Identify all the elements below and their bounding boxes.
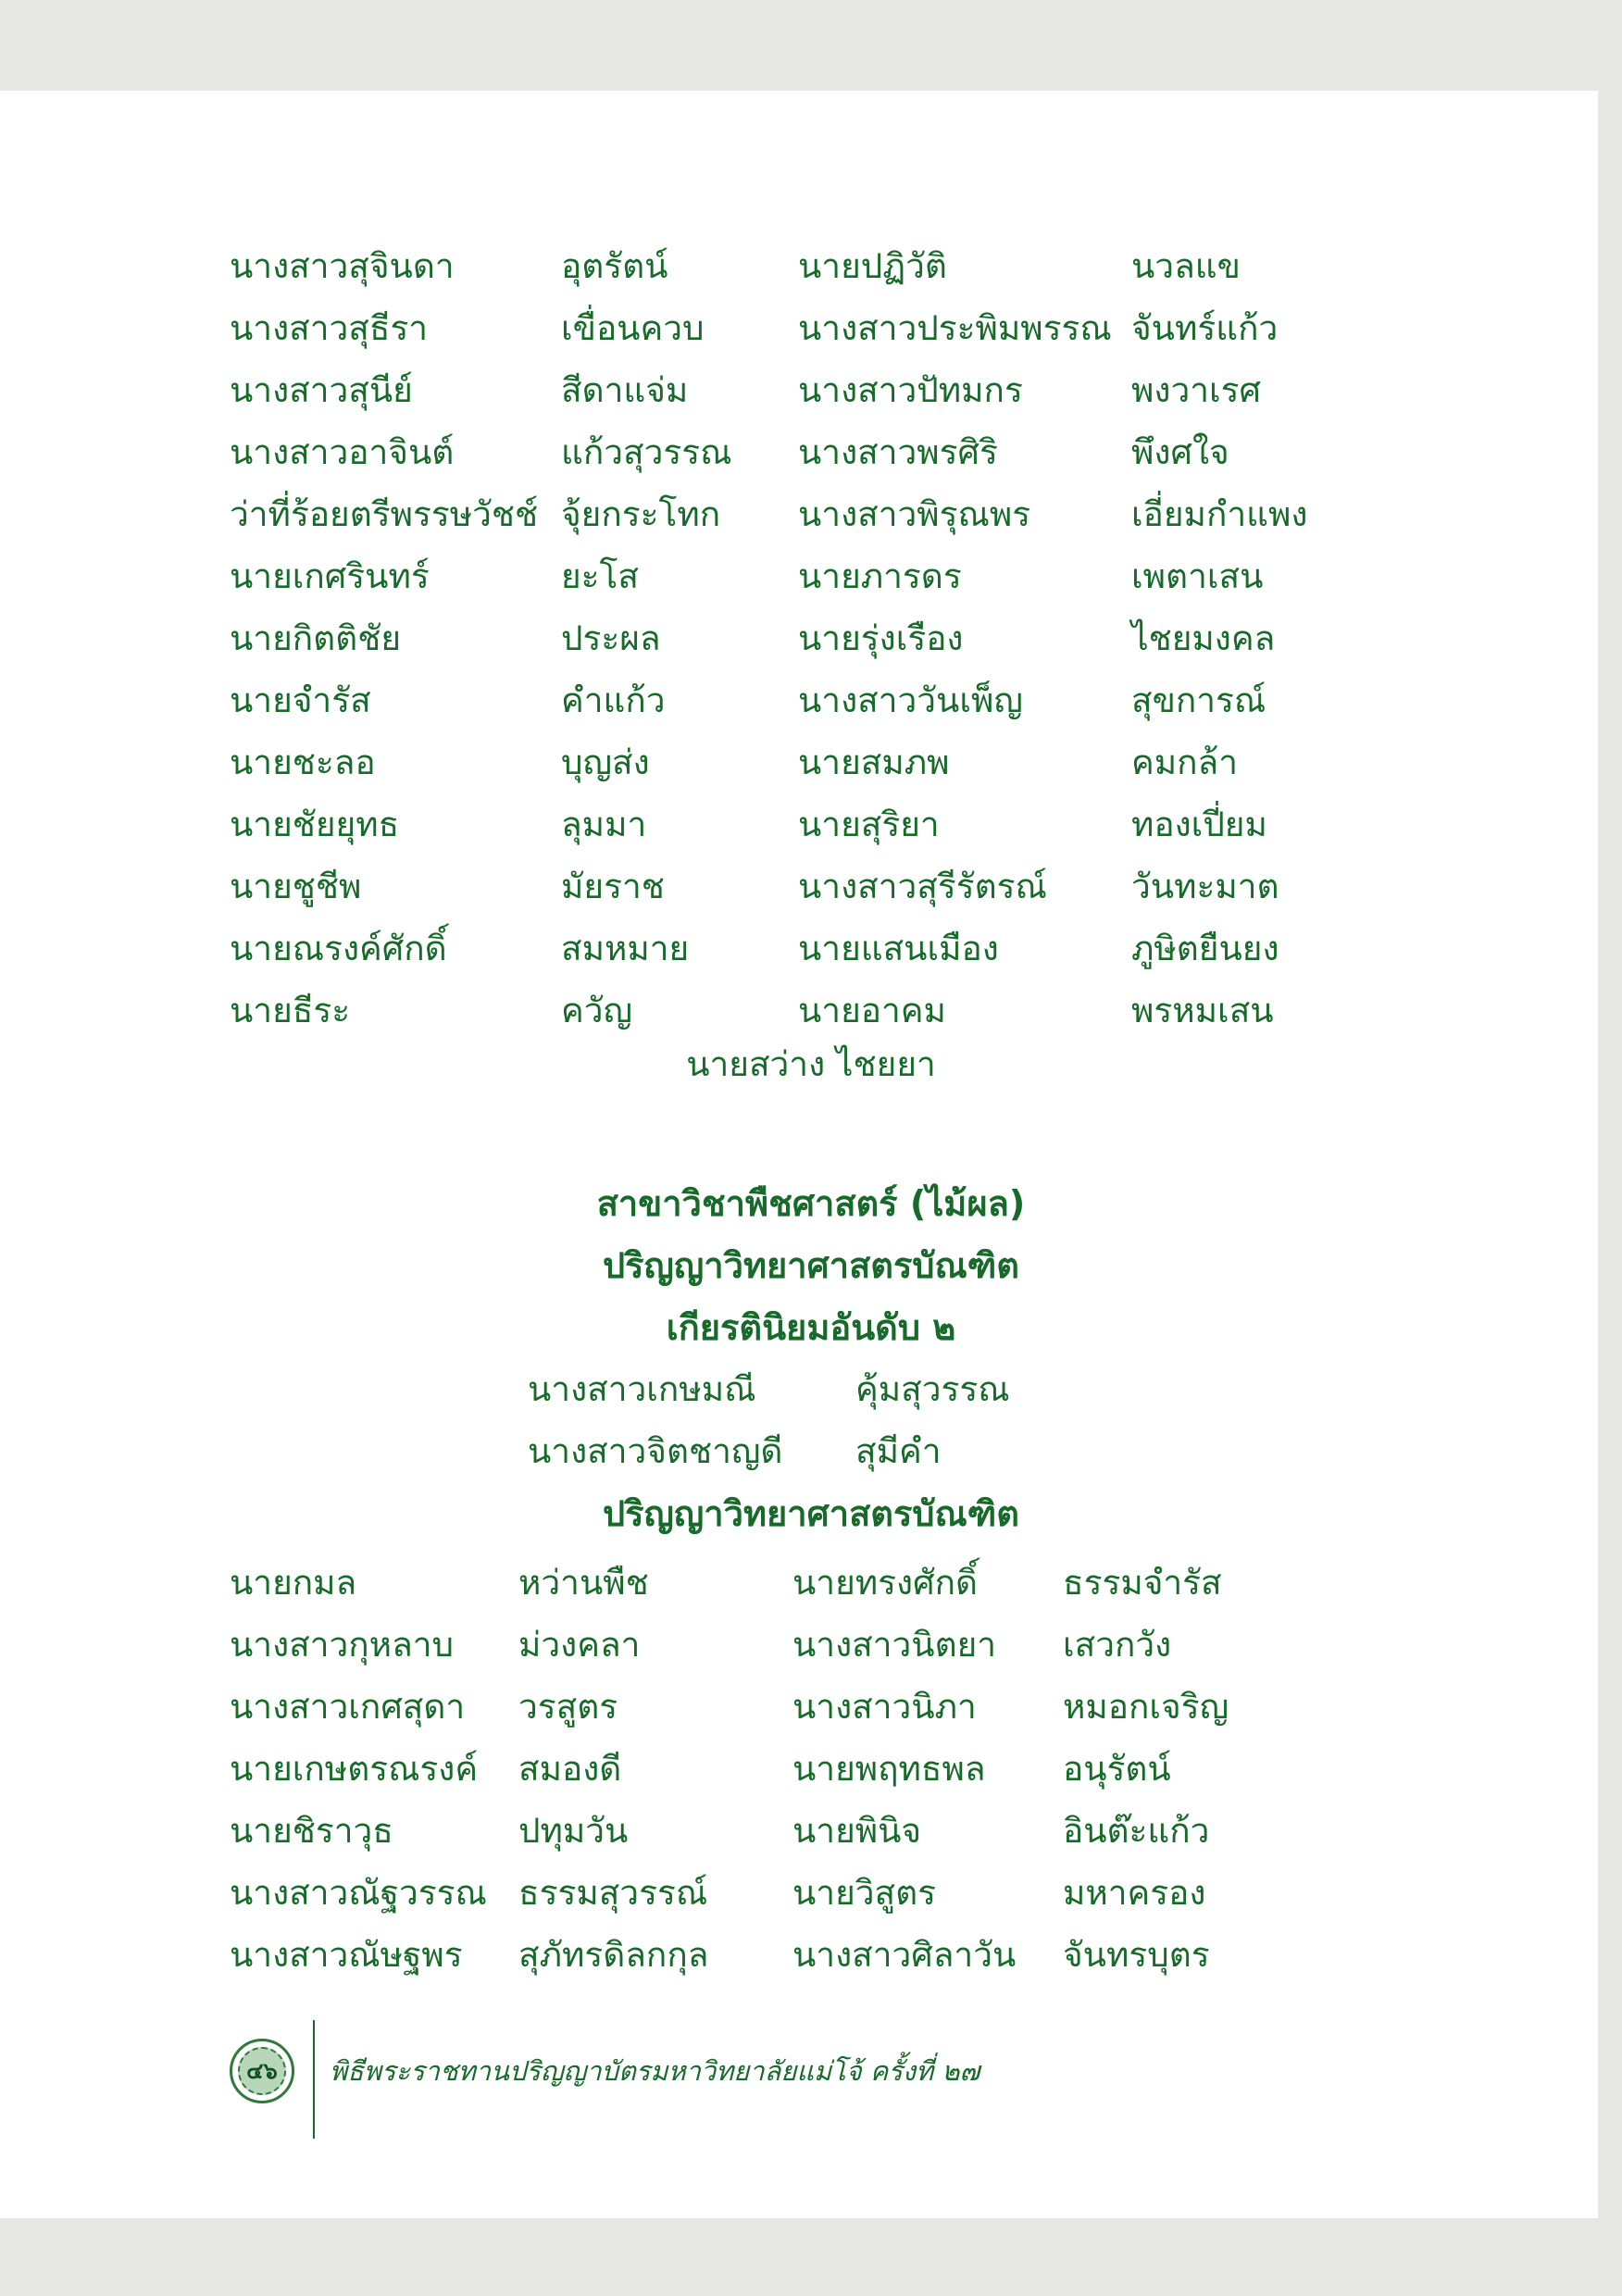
surname: จันทรบุตร <box>1063 1935 1210 1975</box>
name-row <box>0 1555 1622 1611</box>
surname: หว่านพืช <box>518 1563 649 1603</box>
surname: พึงศใจ <box>1131 432 1229 472</box>
surname: เสวกวัง <box>1063 1625 1172 1665</box>
name-row <box>0 1679 1622 1735</box>
major-heading: สาขาวิชาพืชศาสตร์ (ไม้ผล) <box>596 1183 1026 1224</box>
name-row <box>0 859 1622 915</box>
surname: ธรรมจำรัส <box>1063 1563 1222 1603</box>
name-row <box>0 921 1622 977</box>
given-name: นายกิตติชัย <box>230 618 401 658</box>
surname: อุตรัตน์ <box>561 246 668 286</box>
surname: วันทะมาต <box>1131 867 1279 906</box>
name-row <box>0 1617 1622 1673</box>
given-name: นายพฤทธพล <box>792 1749 986 1789</box>
footer-divider <box>313 2020 315 2139</box>
given-name: นายปฏิวัติ <box>798 246 947 286</box>
given-name: นางสาววันเพ็ญ <box>798 680 1023 720</box>
name-row <box>0 983 1622 1039</box>
surname: วรสูตร <box>518 1687 618 1727</box>
given-name: นายเกศรินทร์ <box>230 556 430 596</box>
given-name: นายกมล <box>230 1563 357 1603</box>
name-row <box>0 611 1622 667</box>
given-name: นางสาวอาจินต์ <box>230 432 455 472</box>
page-number-seal <box>230 2039 294 2103</box>
surname: จุ้ยกระโทก <box>561 494 721 534</box>
surname: สมองดี <box>518 1749 622 1789</box>
surname: คำแก้ว <box>561 680 666 720</box>
given-name: นายธีระ <box>230 991 351 1030</box>
surname: ปทุมวัน <box>518 1811 629 1851</box>
surname: ภูษิตยืนยง <box>1131 929 1279 968</box>
surname: นวลแข <box>1131 246 1241 286</box>
surname: สมหมาย <box>561 929 690 968</box>
given-name: นางสาวสุจินดา <box>230 246 455 286</box>
surname: คมกล้า <box>1131 742 1238 782</box>
honor-name-row <box>0 1362 1622 1417</box>
given-name: นางสาวปัทมกร <box>798 370 1023 410</box>
given-name: นางสาวประพิมพรรณ <box>798 308 1112 348</box>
given-name: นายแสนเมือง <box>798 929 999 968</box>
given-name: นายจำรัส <box>230 680 371 720</box>
degree-heading-2: ปริญญาวิทยาศาสตรบัณฑิต <box>603 1493 1019 1534</box>
given-name: นางสาวนิภา <box>792 1687 977 1727</box>
page-number: ๔๖ <box>246 2058 278 2084</box>
surname: ประผล <box>561 618 661 658</box>
name-row <box>0 735 1622 791</box>
degree-heading: ปริญญาวิทยาศาสตรบัณฑิต <box>603 1245 1019 1286</box>
given-name: นายอาคม <box>798 991 946 1030</box>
name-row <box>0 239 1622 294</box>
surname: หมอกเจริญ <box>1063 1687 1229 1727</box>
name-row <box>0 1866 1622 1921</box>
surname: สุมีคำ <box>855 1431 942 1471</box>
name-row <box>0 549 1622 605</box>
given-name: นายรุ่งเรือง <box>798 618 964 658</box>
given-name: นางสาวสุธีรา <box>230 308 429 348</box>
surname: มหาครอง <box>1063 1873 1206 1913</box>
final-name-line: นายสว่าง ไชยยา <box>686 1044 936 1084</box>
name-row <box>0 363 1622 418</box>
given-name: นางสาวณัษฐพร <box>230 1935 463 1975</box>
given-name: นายชิราวุธ <box>230 1811 393 1851</box>
surname: มัยราช <box>561 867 665 906</box>
given-name: นายชูชีพ <box>230 867 362 906</box>
name-row <box>0 797 1622 853</box>
given-name: นายวิสูตร <box>792 1873 937 1913</box>
given-name: นายสมภพ <box>798 742 950 782</box>
surname: บุญส่ง <box>561 742 650 782</box>
given-name: นางสาวนิตยา <box>792 1625 997 1665</box>
surname: ควัญ <box>561 991 633 1030</box>
given-name: ว่าที่ร้อยตรีพรรษวัชช์ <box>230 494 539 534</box>
honor-name-row <box>0 1424 1622 1479</box>
surname: พงวาเรศ <box>1131 370 1262 410</box>
surname: ลุมมา <box>561 805 647 844</box>
name-row <box>0 301 1622 356</box>
given-name: นางสาวพรศิริ <box>798 432 998 472</box>
given-name: นางสาวสุนีย์ <box>230 370 413 410</box>
surname: ไชยมงคล <box>1131 618 1276 658</box>
surname: เอี่ยมกำแพง <box>1131 494 1308 534</box>
given-name: นายสุริยา <box>798 805 940 844</box>
name-row <box>0 1803 1622 1859</box>
given-name: นางสาวสุรีรัตรณ์ <box>798 867 1047 906</box>
given-name: นายชะลอ <box>230 742 376 782</box>
name-row <box>0 425 1622 480</box>
name-row <box>0 1928 1622 1983</box>
name-row <box>0 1741 1622 1797</box>
given-name: นายณรงค์ศักดิ์ <box>230 929 447 968</box>
surname: จันทร์แก้ว <box>1131 308 1279 348</box>
given-name: นางสาวพิรุณพร <box>798 494 1031 534</box>
given-name: นางสาวจิตชาญดี <box>528 1431 783 1471</box>
footer-caption: พิธีพระราชทานปริญญาบัตรมหาวิทยาลัยแม่โจ้ ครั้งที่ ๒๗ <box>330 2055 980 2087</box>
surname: ธรรมสุวรรณ์ <box>518 1873 708 1913</box>
given-name: นายชัยยุทธ <box>230 805 400 844</box>
given-name: นายพินิจ <box>792 1811 922 1851</box>
surname: ยะโส <box>561 556 640 596</box>
given-name: นายเกษตรณรงค์ <box>230 1749 479 1789</box>
surname: เขื่อนควบ <box>561 308 705 348</box>
given-name: นางสาวณัฐวรรณ <box>230 1873 487 1913</box>
surname: ม่วงคลา <box>518 1625 641 1665</box>
given-name: นางสาวเกศสุดา <box>230 1687 466 1727</box>
surname: อนุรัตน์ <box>1063 1749 1171 1789</box>
surname: เพตาเสน <box>1131 556 1264 596</box>
surname: คุ้มสุวรรณ <box>855 1369 1010 1409</box>
given-name: นางสาวศิลาวัน <box>792 1935 1017 1975</box>
surname: อินต๊ะแก้ว <box>1063 1811 1210 1851</box>
given-name: นางสาวเกษมณี <box>528 1369 756 1409</box>
surname: ทองเปี่ยม <box>1131 805 1267 844</box>
name-row <box>0 487 1622 543</box>
surname: แก้วสุวรรณ <box>561 432 732 472</box>
surname: สีดาแจ่ม <box>561 370 689 410</box>
given-name: นางสาวกุหลาบ <box>230 1625 454 1665</box>
surname: พรหมเสน <box>1131 991 1274 1030</box>
given-name: นายทรงศักดิ์ <box>792 1563 978 1603</box>
honor-heading: เกียรตินิยมอันดับ ๒ <box>666 1307 956 1348</box>
name-row <box>0 673 1622 729</box>
surname: สุภัทรดิลกกุล <box>518 1935 709 1975</box>
given-name: นายภารดร <box>798 556 962 596</box>
surname: สุขการณ์ <box>1131 680 1266 720</box>
